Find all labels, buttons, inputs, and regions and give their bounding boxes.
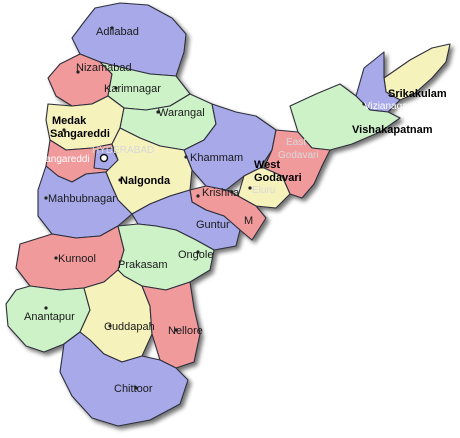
label-kurnool: Kurnool	[58, 253, 96, 265]
label-hyderabad: HYDERABAD	[92, 145, 155, 156]
city-dot-khammam	[184, 155, 187, 158]
label-ongole: Ongole	[178, 249, 214, 261]
city-dot-anantapur	[44, 306, 47, 309]
label-anantapur: Anantapur	[24, 311, 75, 323]
label-krishna: Krishna	[202, 187, 240, 199]
label-mahbubnagar: Mahbubnagar	[48, 193, 116, 205]
label-west-godavari-line1: West	[254, 159, 281, 171]
label-nizamabad: Nizamabad	[76, 62, 132, 74]
label-khammam: Khammam	[190, 152, 244, 164]
label-rangareddi: Rangareddi	[38, 154, 90, 165]
label-warangal: Warangal	[158, 107, 205, 119]
label-medak: Medak	[52, 115, 87, 127]
label-nellore: Nellore	[168, 325, 203, 337]
label-prakasam: Prakasam	[118, 259, 168, 271]
label-srikakulam: Srikakulam	[388, 88, 447, 100]
label-cuddapah: Cuddapah	[104, 321, 155, 333]
label-machilipatnam: M	[244, 215, 254, 227]
city-dot-guntur	[196, 194, 199, 197]
label-eluru: Eluru	[252, 185, 276, 196]
label-karimnagar: Karimnagar	[104, 83, 161, 95]
label-east-godavari-line2: Godavari	[278, 150, 319, 161]
label-east-godavari-line1: East	[286, 137, 307, 148]
label-chittoor: Chittoor	[114, 383, 153, 395]
label-adilabad: Adilabad	[96, 26, 139, 38]
label-sangareddi: Sangareddi	[50, 128, 110, 140]
label-guntur: Guntur	[196, 219, 230, 231]
label-visakhapatnam: Vishakapatnam	[352, 124, 433, 136]
label-nalgonda: Nalgonda	[120, 175, 171, 187]
label-vizianagaram: Vizianagaram	[364, 101, 425, 112]
label-west-godavari-line2: Godavari	[254, 172, 302, 184]
